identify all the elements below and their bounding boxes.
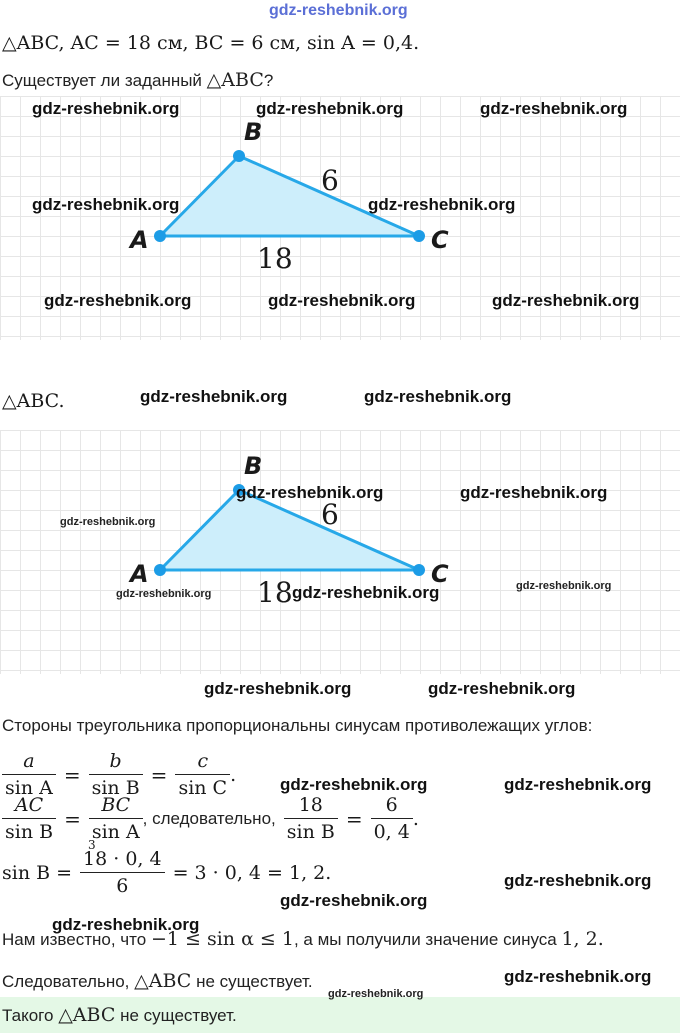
watermark-small: gdz-reshebnik.org [328, 988, 424, 1000]
watermark: gdz-reshebnik.org [32, 99, 180, 118]
problem-condition: △ABC, AC = 18 см, BC = 6 см, sin A = 0,4. [2, 32, 420, 54]
section-triangle: △ABC. [2, 390, 65, 412]
side-bc-label: 6 [321, 164, 339, 197]
sin-b-calculation [2, 838, 332, 897]
watermark: gdz-reshebnik.org [140, 387, 288, 406]
watermark: gdz-reshebnik.org [492, 291, 640, 310]
law-of-sines-text: Стороны треугольника пропорциональны синусам противолежащих углов: [2, 716, 593, 735]
fraction-b-sin-b: $\frac{b}{\text{sin B}}$ [89, 750, 143, 799]
watermark: gdz-reshebnik.org [268, 291, 416, 310]
sine-range: −1 ≤ sin α ≤ 1 [150, 928, 294, 950]
watermark-small: gdz-reshebnik.org [116, 588, 212, 600]
obtained-value: 1, 2. [561, 928, 604, 950]
vertex-c [413, 564, 425, 576]
watermark: gdz-reshebnik.org [236, 483, 384, 502]
vertex-b [233, 150, 245, 162]
sin-b-lhs: sin B = [2, 861, 73, 884]
watermark: gdz-reshebnik.org [280, 891, 428, 910]
watermark: gdz-reshebnik.org [44, 291, 192, 310]
therefore-text: , следовательно, [142, 808, 276, 828]
fraction-6-04: $\frac{6}{0, 4}$ [371, 794, 413, 843]
watermark: gdz-reshebnik.org [204, 679, 352, 698]
cancel-result: 3 [88, 838, 96, 852]
figure-grid-2 [0, 430, 680, 674]
label-a: A [130, 226, 149, 254]
conclusion-line: Следовательно, △ABC не существует. [2, 970, 313, 992]
watermark: gdz-reshebnik.org [480, 99, 628, 118]
watermark: gdz-reshebnik.org [368, 195, 516, 214]
vertex-c [413, 230, 425, 242]
watermark: gdz-reshebnik.org [460, 483, 608, 502]
fraction-18-sin-b: $\frac{18}{\text{sin B}}$ [284, 794, 338, 843]
watermark: gdz-reshebnik.org [292, 583, 440, 602]
watermark-small: gdz-reshebnik.org [60, 516, 156, 528]
watermark: gdz-reshebnik.org [256, 99, 404, 118]
label-c: C [431, 226, 449, 254]
question-text: Существует ли заданный [2, 71, 202, 90]
label-a: A [130, 560, 149, 588]
label-b: B [244, 452, 263, 480]
watermark: gdz-reshebnik.org [364, 387, 512, 406]
law-of-sines-formula: $\frac{a}{\text{sin A}}$ = $\frac{b}{\text{sin B}}$ = $\frac{c}{\text{sin C}}$ . [2, 750, 236, 799]
side-ac-label: 18 [257, 242, 293, 275]
top-watermark: gdz-reshebnik.org [269, 2, 408, 19]
watermark: gdz-reshebnik.org [504, 775, 652, 794]
fraction-a-sin-a: $\frac{a}{\text{sin A}}$ [2, 750, 56, 799]
watermark: gdz-reshebnik.org [428, 679, 576, 698]
watermark: gdz-reshebnik.org [52, 915, 200, 934]
answer-box [0, 997, 680, 1033]
known-range-line: Нам известно, что −1 ≤ sin α ≤ 1, а мы получили значение синуса 1, 2. [2, 928, 604, 950]
watermark: gdz-reshebnik.org [504, 871, 652, 890]
label-c: C [431, 560, 449, 588]
ratio-equation: $\frac{AC}{\text{sin B}}$ = $\frac{BC}{\text{sin A}}$ , следовательно, $\frac{18}{\text{sin B}}$ = $\frac{6}{0, 4}$ . [2, 794, 419, 843]
fraction-ac-sin-b: $\frac{AC}{\text{sin B}}$ [2, 794, 56, 843]
fraction-bc-sin-a: $\frac{BC}{\text{sin A}}$ [89, 794, 143, 843]
triangle-figure-2 [0, 430, 680, 674]
fraction-c-sin-c: $\frac{c}{\text{sin C}}$ [175, 750, 230, 799]
question-triangle: △ABC [206, 69, 264, 91]
sin-b-rhs: = 3 · 0, 4 = 1, 2. [172, 861, 332, 884]
problem-question [2, 69, 273, 91]
side-ac-label: 18 [257, 576, 293, 609]
watermark-small: gdz-reshebnik.org [516, 580, 612, 592]
watermark: gdz-reshebnik.org [280, 775, 428, 794]
vertex-a [154, 230, 166, 242]
answer-text: Такого △ABC не существует. [2, 1004, 237, 1026]
side-bc-label: 6 [321, 498, 339, 531]
question-mark: ? [263, 71, 274, 90]
watermark: gdz-reshebnik.org [504, 967, 652, 986]
label-b: B [244, 118, 263, 146]
vertex-a [154, 564, 166, 576]
fraction-cancelled: 3 18 · 0, 4 6 [80, 848, 165, 897]
watermark: gdz-reshebnik.org [32, 195, 180, 214]
